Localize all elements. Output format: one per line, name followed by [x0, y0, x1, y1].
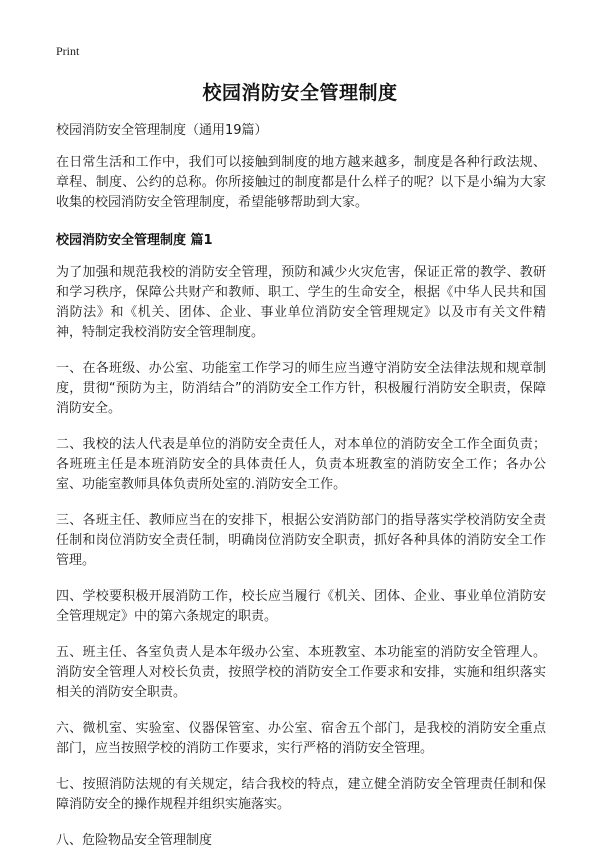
paragraph-item-5: 五、班主任、各室负责人是本年级办公室、本班教室、本功能室的消防安全管理人。消防安全管理人对校长负责，按照学校的消防安全工作要求和安排，实施和组织落实相关的消防安全职责。: [56, 645, 546, 700]
section-heading: 校园消防安全管理制度 篇1: [56, 233, 213, 248]
paragraph-item-1: 一、在各班级、办公室、功能室工作学习的师生应当遵守消防安全法律法规和规章制度，贯彻“预防为主，防消结合”的消防安全工作方针，积极履行消防安全职责，保障消防安全。: [56, 361, 546, 416]
paragraph-item-6: 六、微机室、实验室、仪器保管室、办公室、宿舍五个部门，是我校的消防安全重点部门，应当按照学校的消防工作要求，实行严格的消防安全管理。: [56, 721, 546, 756]
document-body: [56, 121, 546, 867]
paragraph-item-4: 四、学校要积极开展消防工作，校长应当履行《机关、团体、企业、事业单位消防安全管理规定》中的第六条规定的职责。: [56, 589, 546, 624]
intro-paragraph: 在日常生活和工作中，我们可以接触到制度的地方越来越多，制度是各种行政法规、章程、制度、公约的总称。你所接触过的制度都是什么样子的呢？以下是小编为大家收集的校园消防安全管理制度，希望能够帮助到大家。: [56, 155, 546, 210]
paragraph-item-3: 三、各班主任、教师应当在的安排下，根据公安消防部门的指导落实学校消防安全责任制和岗位消防安全责任制，明确岗位消防安全职责，抓好各种具体的消防安全工作管理。: [56, 513, 546, 568]
document-subtitle: 校园消防安全管理制度（通用19篇）: [56, 123, 268, 138]
print-button[interactable]: Print: [56, 44, 80, 58]
paragraph-preamble: 为了加强和规范我校的消防安全管理，预防和减少火灾危害，保证正常的教学、教研和学习秩序，保障公共财产和教师、职工、学生的生命安全，根据《中华人民共和国消防法》和《机关、团体、企业、事业单位消防安全管理规定》以及市有关文件精神，特制定我校消防安全管理制度。: [56, 265, 546, 340]
paragraph-item-8: 八、危险物品安全管理制度: [56, 833, 213, 848]
paragraph-item-7: 七、按照消防法规的有关规定，结合我校的特点，建立健全消防安全管理责任制和保障消防安全的操作规程并组织实施落实。: [56, 777, 546, 812]
page-title: 校园消防安全管理制度: [202, 82, 398, 104]
paragraph-item-2: 二、我校的法人代表是单位的消防安全责任人，对本单位的消防安全工作全面负责；各班班主任是本班消防安全的具体责任人，负责本班教室的消防安全工作；各办公室、功能室教师具体负责所处室的.消防安全工作。: [56, 437, 546, 492]
